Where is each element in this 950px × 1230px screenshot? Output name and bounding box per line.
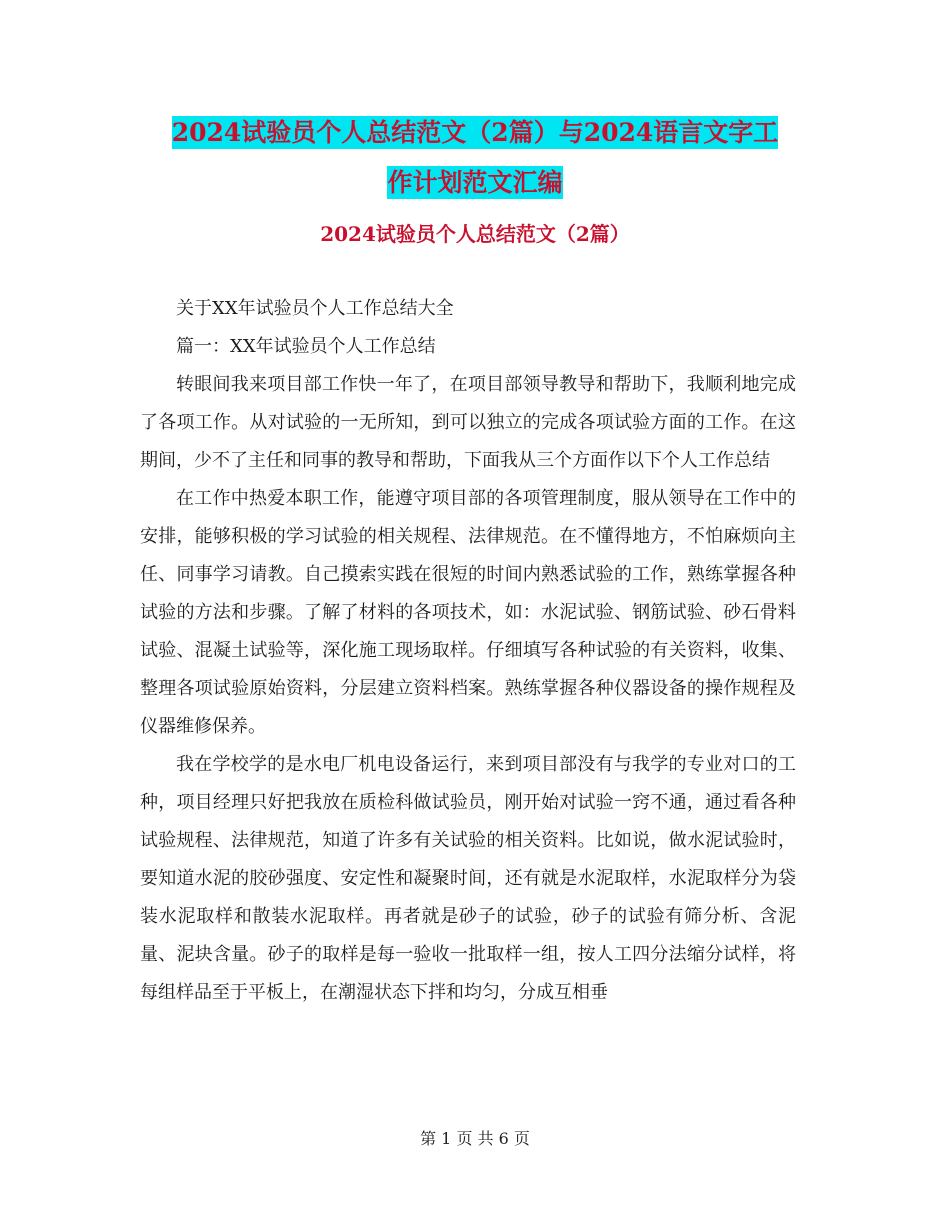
section-title: 2024试验员个人总结范文（2篇） <box>320 222 630 246</box>
paragraph: 我在学校学的是水电厂机电设备运行，来到项目部没有与我学的专业对口的工种，项目经理只好把我放在质检科做试验员，刚开始对试验一窍不通，通过看各种试验规程、法律规范，知道了许多有关试验的相关资料。比如说，做水泥试验时，要知道水泥的胶砂强度、安定性和凝聚时间，还有就是水泥取样，水泥取样分为袋装水泥取样和散装水泥取样。再者就是砂子的试验，砂子的试验有筛分析、含泥量、泥块含量。砂子的取样是每一验收一批取样一组，按人工四分法缩分试样，将每组样品至于平板上，在潮湿状态下拌和均匀，分成互相垂 <box>140 754 796 1003</box>
paragraph: 在工作中热爱本职工作，能遵守项目部的各项管理制度，服从领导在工作中的安排，能够积极的学习试验的相关规程、法律规范。在不懂得地方，不怕麻烦向主任、同事学习请教。自己摸索实践在很短的时间内熟悉试验的工作，熟练掌握各种试验的方法和步骤。了解了材料的各项技术，如：水泥试验、钢筋试验、砂石骨料试验、混凝土试验等，深化施工现场取样。仔细填写各种试验的有关资料，收集、整理各项试验原始资料，分层建立资料档案。熟练掌握各种仪器设备的操作规程及仪器维修保养。 <box>140 488 796 737</box>
paragraph: 转眼间我来项目部工作快一年了，在项目部领导教导和帮助下，我顺利地完成了各项工作。从对试验的一无所知，到可以独立的完成各项试验方面的工作。在这期间，少不了主任和同事的教导和帮助，下面我从三个方面作以下个人工作总结 <box>140 374 796 471</box>
document-title <box>130 108 820 208</box>
paragraph: 关于XX年试验员个人工作总结大全 <box>176 298 454 319</box>
document-body <box>140 290 796 1012</box>
title-line-1: 2024试验员个人总结范文（2篇）与2024语言文字工 <box>171 118 779 147</box>
title-line-2: 作计划范文汇编 <box>387 168 563 197</box>
page-footer: 第 1 页 共 6 页 <box>420 1129 530 1148</box>
paragraph: 篇一：XX年试验员个人工作总结 <box>176 336 436 357</box>
